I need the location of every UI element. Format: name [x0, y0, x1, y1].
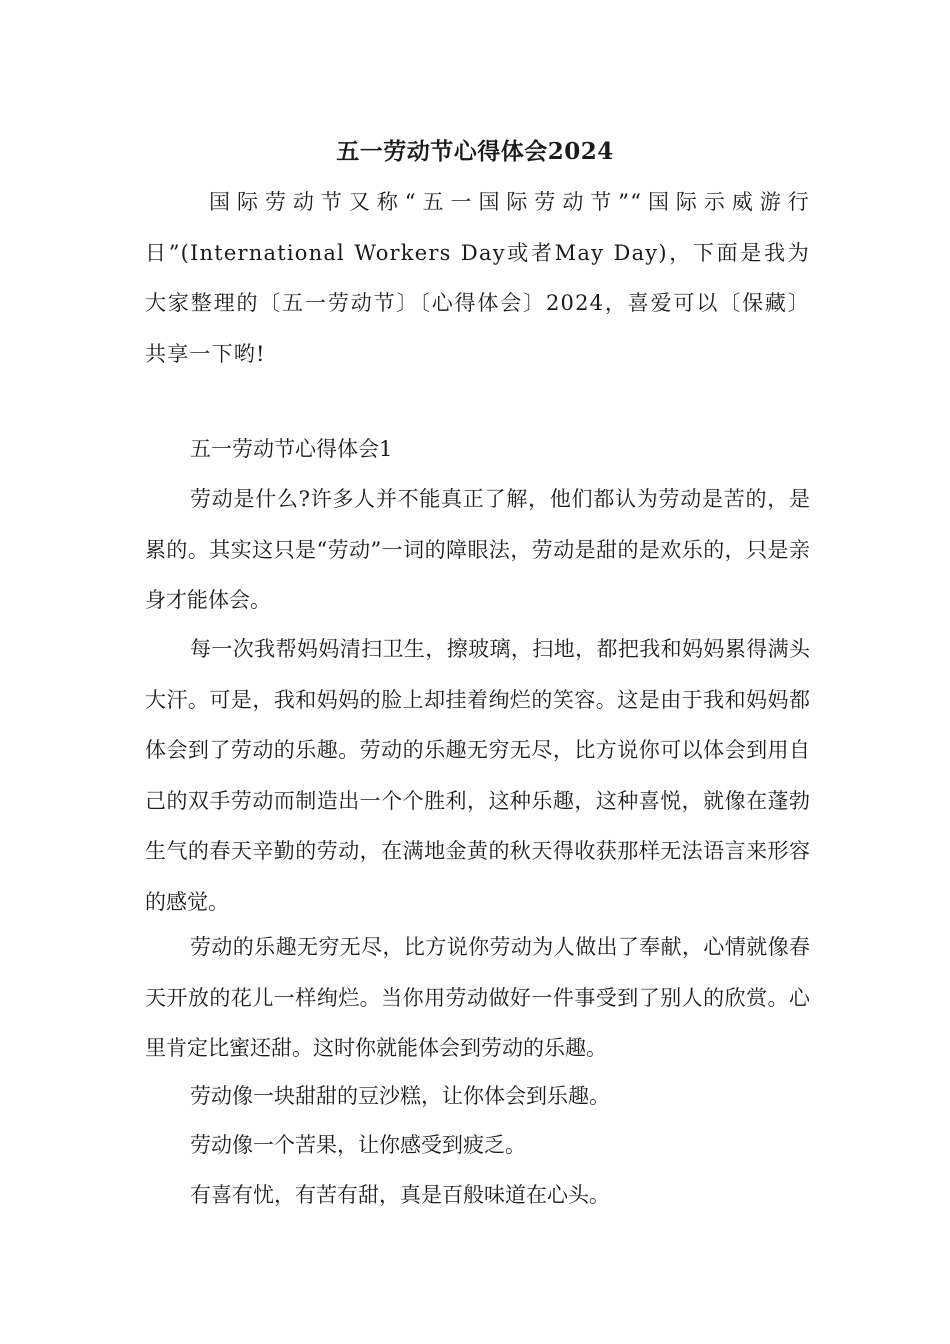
body-paragraph: 劳动是什么?许多人并不能真正了解，他们都认为劳动是苦的，是累的。其实这只是“劳动”一词的障眼法，劳动是甜的是欢乐的，只是亲身才能体会。	[145, 487, 810, 612]
section-heading: 五一劳动节心得体会1	[190, 437, 393, 461]
document-title: 五一劳动节心得体会2024	[336, 138, 614, 165]
body-line: 劳动像一块甜甜的豆沙糕，让你体会到乐趣。	[190, 1084, 610, 1108]
body-paragraph: 每一次我帮妈妈清扫卫生，擦玻璃，扫地，都把我和妈妈累得满头大汗。可是，我和妈妈的脸上却挂着绚烂的笑容。这是由于我和妈妈都体会到了劳动的乐趣。劳动的乐趣无穷无尽，比方说你可以体会到用自己的双手劳动而制造出一个个胜利，这种乐趣，这种喜悦，就像在蓬勃生气的春天辛勤的劳动，在满地金黄的秋天得收获那样无法语言来形容的感觉。	[145, 637, 810, 914]
body-line: 劳动像一个苦果，让你感受到疲乏。	[190, 1133, 526, 1157]
body-line: 有喜有忧，有苦有甜，真是百般味道在心头。	[190, 1183, 610, 1207]
intro-paragraph: 国际劳动节又称“五一国际劳动节”“国际示威游行日”(International Workers Day或者May Day)，下面是我为大家整理的〔五一劳动节〕〔心得体会〕2024，喜爱可以〔保藏〕共享一下哟!	[145, 190, 810, 366]
body-paragraph: 劳动的乐趣无穷无尽，比方说你劳动为人做出了奉献，心情就像春天开放的花儿一样绚烂。当你用劳动做好一件事受到了别人的欣赏。心里肯定比蜜还甜。这时你就能体会到劳动的乐趣。	[145, 935, 810, 1060]
